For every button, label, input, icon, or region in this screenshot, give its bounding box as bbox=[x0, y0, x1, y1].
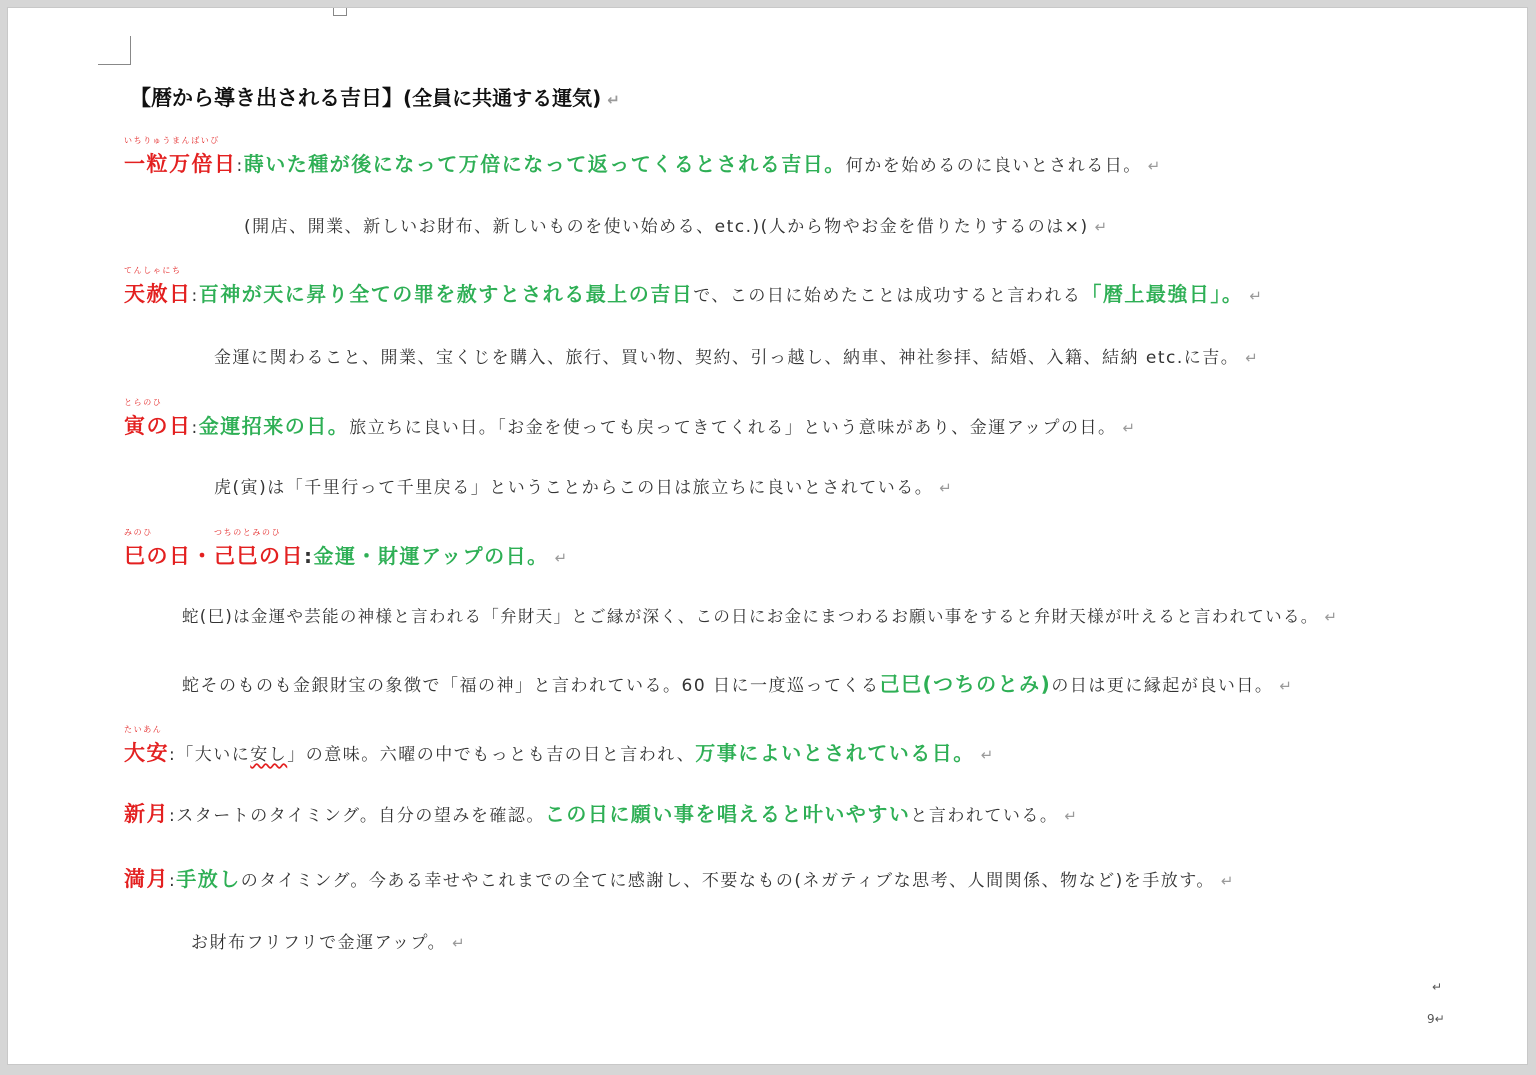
page-number-text: 9 bbox=[1427, 1012, 1435, 1026]
paragraph-mark: ↵ bbox=[1064, 807, 1079, 825]
ichiryu-detail bbox=[244, 212, 1109, 237]
mi-sep: : bbox=[304, 544, 314, 568]
shingetsu-term: 新月 bbox=[124, 802, 169, 826]
paragraph-mark: ↵ bbox=[1245, 349, 1260, 367]
mi-detail-2-pre: 蛇そのものも金銀財宝の象徴で「福の神」と言われている。60 日に一度巡ってくる bbox=[182, 676, 880, 696]
mi-detail-2-emphasis: 己巳(つちのとみ) bbox=[879, 672, 1052, 696]
ichiryu-emphasis: 蒔いた種が後になって万倍になって返ってくるとされる吉日。 bbox=[243, 152, 846, 176]
document-page bbox=[7, 7, 1528, 1065]
title-sub: (全員に共通する運気) bbox=[403, 86, 602, 110]
mangetsu-detail-text: お財布フリフリで金運アップ。 bbox=[191, 933, 447, 953]
shingetsu-rest-2: と言われている。 bbox=[910, 806, 1059, 826]
tensha-emphasis-2: 「暦上最強日」。 bbox=[1081, 282, 1244, 306]
ichiryu-term-wrap bbox=[124, 136, 237, 178]
shingetsu-emphasis: この日に願い事を唱えると叶いやすい bbox=[544, 802, 911, 826]
ichiryu-ruby: いちりゅうまんばいび bbox=[124, 136, 220, 145]
tora-rest: 旅立ちに良い日。「お金を使っても戻ってきてくれる」という意味があり、金運アップの日。 bbox=[349, 418, 1117, 438]
margin-corner-mark bbox=[98, 36, 131, 65]
tora-emphasis: 金運招来の日。 bbox=[198, 414, 350, 438]
title-main: 【暦から導き出される吉日】 bbox=[130, 86, 403, 110]
paragraph-mark: ↵ bbox=[1147, 157, 1162, 175]
tensha-rest: で、この日に始めたことは成功すると言われる bbox=[693, 286, 1082, 306]
taian-sep: : bbox=[169, 745, 177, 765]
ichiryu-detail-text: (開店、開業、新しいお財布、新しいものを使い始める、etc.)(人から物やお金を借りたりするのは×) bbox=[244, 217, 1089, 237]
mi-detail-2 bbox=[182, 668, 1293, 697]
paragraph-mark: ↵ bbox=[1432, 980, 1443, 994]
taian-rest-post: 」の意味。六曜の中でもっとも吉の日と言われ、 bbox=[287, 745, 696, 765]
ichiryu-rest: 何かを始めるのに良いとされる日。 bbox=[845, 156, 1142, 176]
tora-line bbox=[124, 398, 1137, 440]
shingetsu-sep: : bbox=[169, 806, 177, 826]
tensha-detail bbox=[214, 343, 1259, 368]
tora-detail bbox=[214, 473, 953, 498]
tsuchinotomi-ruby: つちのとみのひ bbox=[214, 528, 282, 537]
ichiryu-term: 一粒万倍日 bbox=[124, 152, 237, 176]
tora-sep: : bbox=[191, 418, 199, 438]
tensha-term-wrap bbox=[124, 266, 192, 308]
tensha-term: 天赦日 bbox=[124, 282, 192, 306]
mangetsu-term: 満月 bbox=[124, 867, 169, 891]
paragraph-mark: ↵ bbox=[1249, 287, 1264, 305]
mi-ruby: みのひ bbox=[124, 528, 153, 537]
tensha-sep: : bbox=[191, 286, 199, 306]
paragraph-mark: ↵ bbox=[607, 91, 620, 109]
tsuchinotomi-term-wrap bbox=[214, 528, 304, 570]
paragraph-mark: ↵ bbox=[980, 746, 995, 764]
mangetsu-line bbox=[124, 863, 1235, 893]
tensha-detail-text: 金運に関わること、開業、宝くじを購入、旅行、買い物、契約、引っ越し、納車、神社参拝、結婚、入籍、結納 etc.に吉。 bbox=[214, 348, 1240, 368]
tora-term-wrap bbox=[124, 398, 192, 440]
mi-detail-2-post: の日は更に縁起が良い日。 bbox=[1051, 676, 1274, 696]
mangetsu-detail bbox=[191, 928, 466, 953]
paragraph-mark: ↵ bbox=[554, 549, 569, 567]
mangetsu-sep: : bbox=[169, 871, 177, 891]
ichiryu-line bbox=[124, 136, 1162, 178]
taian-term: 大安 bbox=[124, 741, 169, 765]
ichiryu-sep: : bbox=[236, 156, 244, 176]
taian-emphasis: 万事によいとされている日。 bbox=[695, 741, 975, 765]
ruler-handle[interactable] bbox=[333, 7, 347, 16]
mi-emphasis: 金運・財運アップの日。 bbox=[313, 544, 549, 568]
mangetsu-emphasis: 手放し bbox=[176, 867, 241, 891]
tora-ruby: とらのひ bbox=[124, 398, 163, 407]
mi-detail-1 bbox=[182, 603, 1338, 627]
paragraph-mark: ↵ bbox=[1279, 677, 1294, 695]
taian-rest-pre: 「大いに bbox=[176, 745, 251, 765]
tora-detail-text: 虎(寅)は「千里行って千里戻る」ということからこの日は旅立ちに良いとされている。 bbox=[214, 478, 934, 498]
mangetsu-rest: のタイミング。今ある幸せやこれまでの全てに感謝し、不要なもの(ネガティブな思考、人間関係、物など)を手放す。 bbox=[240, 871, 1215, 891]
taian-ruby: たいあん bbox=[124, 725, 163, 734]
mi-term-wrap bbox=[124, 528, 192, 570]
paragraph-mark: ↵ bbox=[939, 479, 954, 497]
tensha-line bbox=[124, 266, 1264, 308]
paragraph-mark: ↵ bbox=[452, 934, 467, 952]
tensha-emphasis: 百神が天に昇り全ての罪を赦すとされる最上の吉日 bbox=[198, 282, 694, 306]
taian-line bbox=[124, 725, 995, 767]
doc-title bbox=[130, 82, 620, 112]
spellcheck-underline[interactable]: 安し bbox=[250, 745, 288, 765]
mi-dot: ・ bbox=[191, 544, 214, 568]
paragraph-mark: ↵ bbox=[1434, 1012, 1445, 1026]
shingetsu-rest: スタートのタイミング。自分の望みを確認。 bbox=[176, 806, 545, 826]
paragraph-mark: ↵ bbox=[1094, 218, 1109, 236]
shingetsu-line bbox=[124, 798, 1078, 828]
mi-line bbox=[124, 528, 569, 570]
tensha-ruby: てんしゃにち bbox=[124, 266, 182, 275]
taian-term-wrap bbox=[124, 725, 169, 767]
paragraph-mark: ↵ bbox=[1220, 872, 1235, 890]
mi-detail-1-text: 蛇(巳)は金運や芸能の神様と言われる「弁財天」とご縁が深く、この日にお金にまつわるお願い事をすると弁財天様が叶えると言われている。 bbox=[182, 607, 1319, 626]
tsuchinotomi-term: 己巳の日 bbox=[214, 544, 304, 568]
tora-term: 寅の日 bbox=[124, 414, 192, 438]
page-number bbox=[1427, 1012, 1445, 1026]
paragraph-mark: ↵ bbox=[1324, 608, 1339, 626]
paragraph-mark: ↵ bbox=[1122, 419, 1137, 437]
mi-term: 巳の日 bbox=[124, 544, 192, 568]
